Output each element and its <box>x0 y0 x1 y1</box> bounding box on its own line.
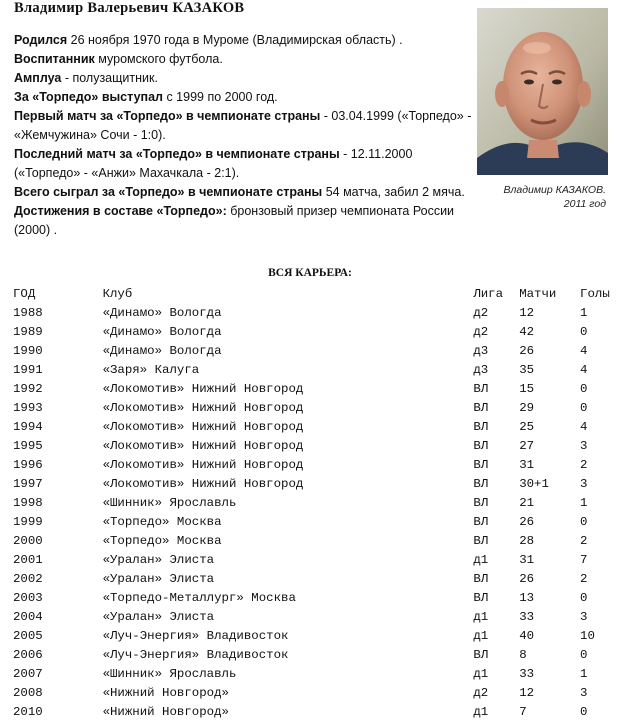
table-row <box>13 589 620 608</box>
cell-goals: 0 <box>580 705 588 719</box>
table-row <box>13 684 620 703</box>
table-row <box>13 646 620 665</box>
career-table <box>13 284 620 722</box>
cell-goals: 0 <box>580 515 588 529</box>
photo-caption-year: 2011 год <box>563 198 606 210</box>
header-matches: Матчи <box>519 286 557 301</box>
cell-matches: 31 <box>519 458 535 472</box>
cell-league: д1 <box>473 667 489 681</box>
cell-matches: 13 <box>519 591 535 605</box>
cell-league: ВЛ <box>473 496 489 510</box>
header-year: ГОД <box>13 286 36 301</box>
cell-league: д1 <box>473 629 489 643</box>
table-row <box>13 551 620 570</box>
bio-school <box>14 50 474 69</box>
cell-goals: 3 <box>580 686 588 700</box>
cell-goals: 1 <box>580 667 588 681</box>
table-row <box>13 513 620 532</box>
table-row <box>13 361 620 380</box>
bio-school-text: муромского футбола. <box>94 52 223 66</box>
cell-league: д1 <box>473 553 489 567</box>
bio-achievements-text: бронзовый призер чемпионата России (2000) . <box>14 204 455 237</box>
bio-total <box>14 183 474 202</box>
cell-year: 1990 <box>13 344 43 358</box>
cell-year: 1989 <box>13 325 43 339</box>
cell-matches: 26 <box>519 344 535 358</box>
career-rows <box>13 304 620 722</box>
table-row <box>13 323 620 342</box>
cell-league: ВЛ <box>473 477 489 491</box>
cell-club: «Динамо» Вологда <box>102 344 222 358</box>
cell-goals: 10 <box>580 629 595 643</box>
bio-last-label: Последний матч за «Торпедо» в чемпионате страны <box>14 147 340 161</box>
cell-goals: 3 <box>580 439 588 453</box>
cell-matches: 29 <box>519 401 535 415</box>
cell-goals: 2 <box>580 458 588 472</box>
table-row <box>13 570 620 589</box>
cell-year: 1998 <box>13 496 43 510</box>
cell-league: д1 <box>473 610 489 624</box>
career-header-row <box>13 284 620 304</box>
cell-year: 2004 <box>13 610 43 624</box>
cell-league: ВЛ <box>473 591 489 605</box>
player-portrait-image <box>477 8 608 175</box>
bio-total-label: Всего сыграл за «Торпедо» в чемпионате страны <box>14 185 323 199</box>
cell-club: «Динамо» Вологда <box>102 306 222 320</box>
cell-goals: 4 <box>580 344 588 358</box>
cell-goals: 0 <box>580 648 588 662</box>
table-row <box>13 494 620 513</box>
bio-last-text: - 12.11.2000 («Торпедо» - «Анжи» Махачкала - 2:1). <box>14 147 413 180</box>
bio-school-label: Воспитанник <box>14 52 95 66</box>
cell-matches: 42 <box>519 325 535 339</box>
cell-matches: 33 <box>519 610 535 624</box>
cell-goals: 1 <box>580 496 588 510</box>
header-goals: Голы <box>580 286 610 301</box>
cell-goals: 2 <box>580 572 588 586</box>
cell-goals: 7 <box>580 553 588 567</box>
cell-year: 1996 <box>13 458 43 472</box>
cell-year: 1993 <box>13 401 43 415</box>
bio-first-match <box>14 107 474 145</box>
cell-matches: 26 <box>519 572 535 586</box>
cell-goals: 2 <box>580 534 588 548</box>
cell-matches: 26 <box>519 515 535 529</box>
cell-matches: 7 <box>519 705 527 719</box>
table-row <box>13 665 620 684</box>
bio-played-label: За «Торпедо» выступал <box>14 90 163 104</box>
cell-club: «Шинник» Ярославль <box>102 667 237 681</box>
cell-club: «Локомотив» Нижний Новгород <box>102 420 304 434</box>
cell-year: 2010 <box>13 705 43 719</box>
bio-total-text: 54 матча, забил 2 мяча. <box>322 185 465 199</box>
cell-league: д3 <box>473 363 489 377</box>
cell-club: «Шинник» Ярославль <box>102 496 237 510</box>
cell-matches: 15 <box>519 382 535 396</box>
table-row <box>13 342 620 361</box>
cell-club: «Торпедо» Москва <box>102 534 222 548</box>
table-row <box>13 418 620 437</box>
cell-matches: 28 <box>519 534 535 548</box>
cell-year: 1991 <box>13 363 43 377</box>
cell-league: ВЛ <box>473 515 489 529</box>
cell-league: д2 <box>473 306 489 320</box>
table-row <box>13 304 620 323</box>
cell-club: «Торпедо» Москва <box>102 515 222 529</box>
cell-goals: 0 <box>580 325 588 339</box>
header-league: Лига <box>473 286 504 301</box>
cell-club: «Динамо» Вологда <box>102 325 222 339</box>
cell-league: ВЛ <box>473 401 489 415</box>
cell-year: 2002 <box>13 572 43 586</box>
cell-club: «Нижний Новгород» <box>102 686 229 700</box>
cell-year: 1995 <box>13 439 43 453</box>
cell-goals: 0 <box>580 401 588 415</box>
cell-year: 2007 <box>13 667 43 681</box>
cell-club: «Уралан» Элиста <box>102 610 215 624</box>
biography <box>14 31 474 240</box>
cell-matches: 40 <box>519 629 535 643</box>
bio-last-match <box>14 145 474 183</box>
cell-league: ВЛ <box>473 648 489 662</box>
cell-goals: 0 <box>580 591 588 605</box>
player-photo <box>477 8 608 175</box>
cell-league: ВЛ <box>473 458 489 472</box>
cell-year: 2008 <box>13 686 43 700</box>
photo-caption <box>460 183 606 211</box>
cell-club: «Локомотив» Нижний Новгород <box>102 401 304 415</box>
cell-matches: 12 <box>519 686 535 700</box>
cell-club: «Локомотив» Нижний Новгород <box>102 382 304 396</box>
cell-year: 2006 <box>13 648 43 662</box>
cell-league: ВЛ <box>473 534 489 548</box>
page-title: Владимир Валерьевич КАЗАКОВ <box>14 0 245 16</box>
cell-matches: 12 <box>519 306 535 320</box>
bio-born <box>14 31 474 50</box>
cell-club: «Заря» Калуга <box>102 363 200 377</box>
cell-year: 1992 <box>13 382 43 396</box>
cell-goals: 3 <box>580 477 588 491</box>
cell-league: ВЛ <box>473 439 489 453</box>
bio-first-label: Первый матч за «Торпедо» в чемпионате страны <box>14 109 321 123</box>
cell-club: «Торпедо-Металлург» Москва <box>102 591 296 605</box>
cell-club: «Локомотив» Нижний Новгород <box>102 477 304 491</box>
cell-matches: 21 <box>519 496 535 510</box>
cell-club: «Локомотив» Нижний Новгород <box>102 439 304 453</box>
cell-league: д3 <box>473 344 489 358</box>
bio-role-text: - полузащитник. <box>61 71 158 85</box>
table-row <box>13 456 620 475</box>
cell-league: ВЛ <box>473 420 489 434</box>
bio-born-label: Родился <box>14 33 68 47</box>
cell-matches: 27 <box>519 439 535 453</box>
cell-goals: 4 <box>580 363 588 377</box>
cell-club: «Уралан» Элиста <box>102 553 215 567</box>
photo-caption-name: Владимир КАЗАКОВ. <box>503 184 606 196</box>
cell-goals: 1 <box>580 306 588 320</box>
cell-league: д2 <box>473 686 489 700</box>
cell-club: «Уралан» Элиста <box>102 572 215 586</box>
bio-achievements-label: Достижения в составе «Торпедо»: <box>14 204 227 218</box>
cell-matches: 8 <box>519 648 527 662</box>
cell-matches: 25 <box>519 420 535 434</box>
table-row <box>13 399 620 418</box>
cell-club: «Локомотив» Нижний Новгород <box>102 458 304 472</box>
table-row <box>13 608 620 627</box>
cell-league: д2 <box>473 325 489 339</box>
cell-year: 1997 <box>13 477 43 491</box>
bio-played-text: с 1999 по 2000 год. <box>162 90 278 104</box>
table-row <box>13 380 620 399</box>
cell-year: 1994 <box>13 420 43 434</box>
bio-first-text: - 03.04.1999 («Торпедо» - «Жемчужина» Сочи - 1:0). <box>14 109 472 142</box>
table-row <box>13 532 620 551</box>
cell-matches: 35 <box>519 363 535 377</box>
table-row <box>13 475 620 494</box>
cell-year: 1988 <box>13 306 43 320</box>
cell-goals: 4 <box>580 420 588 434</box>
cell-goals: 0 <box>580 382 588 396</box>
cell-club: «Нижний Новгород» <box>102 705 229 719</box>
cell-matches: 31 <box>519 553 535 567</box>
cell-matches: 33 <box>519 667 535 681</box>
cell-league: ВЛ <box>473 572 489 586</box>
bio-played <box>14 88 474 107</box>
cell-year: 1999 <box>13 515 43 529</box>
cell-year: 2001 <box>13 553 43 567</box>
career-title: ВСЯ КАРЬЕРА: <box>268 267 352 279</box>
cell-league: д1 <box>473 705 489 719</box>
bio-achievements <box>14 202 474 240</box>
cell-goals: 3 <box>580 610 588 624</box>
bio-role-label: Амплуа <box>14 71 62 85</box>
table-row <box>13 703 620 722</box>
cell-club: «Луч-Энергия» Владивосток <box>102 648 289 662</box>
table-row <box>13 437 620 456</box>
bio-born-text: 26 ноября 1970 года в Муроме (Владимирская область) . <box>67 33 403 47</box>
bio-role <box>14 69 474 88</box>
cell-year: 2000 <box>13 534 43 548</box>
header-club: Клуб <box>102 286 133 301</box>
cell-matches: 30+1 <box>519 477 549 491</box>
table-row <box>13 627 620 646</box>
cell-year: 2005 <box>13 629 43 643</box>
cell-league: ВЛ <box>473 382 489 396</box>
cell-club: «Луч-Энергия» Владивосток <box>102 629 289 643</box>
cell-year: 2003 <box>13 591 43 605</box>
